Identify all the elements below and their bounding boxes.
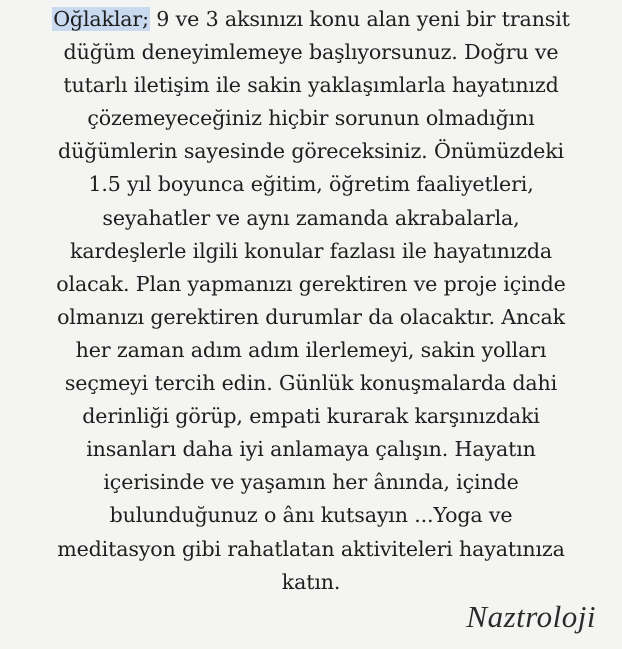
text-line-11: her zaman adım adım ilerlemeyi, sakin yolları (75, 337, 547, 362)
text-line-3: tutarlı iletişim ile sakin yaklaşımlarla hayatınızd (63, 73, 559, 98)
text-line-10: olmanızı gerektiren durumlar da olacaktır. Ancak (57, 304, 565, 329)
text-line-18: katın. (281, 569, 341, 594)
text-line-9: olacak. Plan yapmanızı gerektiren ve proje içinde (56, 271, 566, 296)
text-line-1 (8, 3, 614, 36)
horoscope-paragraph (8, 3, 614, 599)
text-line-6: 1.5 yıl boyunca eğitim, öğretim faaliyetleri, (88, 172, 534, 197)
highlighted-word[interactable]: Oğlaklar; (53, 7, 149, 31)
text-line-2: düğüm deneyimlemeye başlıyorsunuz. Doğru ve (63, 40, 559, 65)
text-line-8: kardeşlerle ilgili konular fazlası ile hayatınızda (70, 238, 552, 263)
author-signature: Naztroloji (466, 599, 596, 634)
text-line-4: çözemeyeceğiniz hiçbir sorunun olmadığını (87, 106, 535, 131)
text-line-15: içerisinde ve yaşamın her ânında, içinde (103, 470, 519, 495)
text-line-14: insanları daha iyi anlamaya çalışın. Hayatın (86, 437, 536, 462)
text-line-16: bulunduğunuz o ânı kutsayın ...Yoga ve (109, 503, 513, 528)
text-line-13: derinliği görüp, empati kurarak karşınızdaki (82, 404, 540, 429)
text-line-1-rest: 9 ve 3 aksınızı konu alan yeni bir transit (149, 7, 570, 31)
text-line-5: düğümlerin sayesinde göreceksiniz. Önümüzdeki (58, 139, 564, 164)
text-line-12: seçmeyi tercih edin. Günlük konuşmalarda dahi (64, 371, 558, 396)
text-line-17: meditasyon gibi rahatlatan aktiviteleri hayatınıza (57, 536, 565, 561)
text-line-7: seyahatler ve aynı zamanda akrabalarla, (102, 205, 520, 230)
